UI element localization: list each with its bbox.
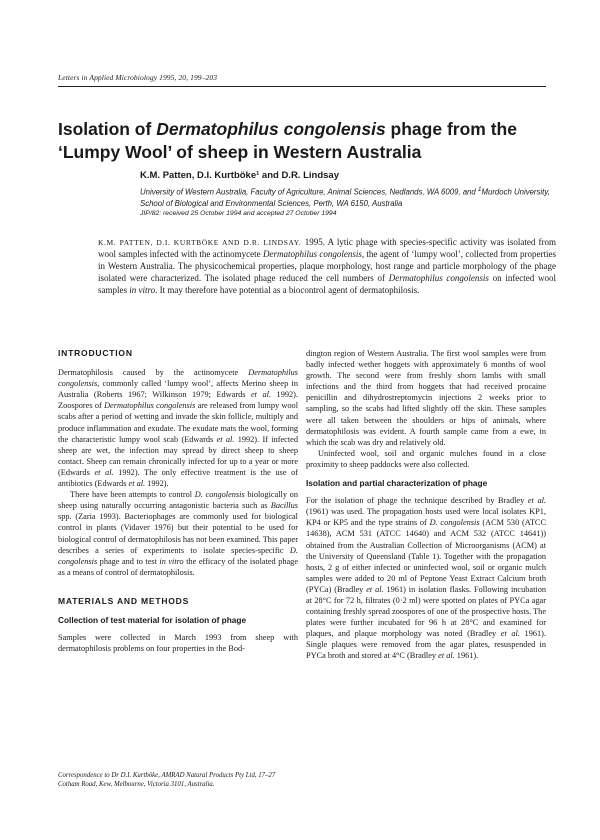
subheading-isolation: Isolation and partial characterization of phage [306,478,488,489]
abstract: K.M. PATTEN, D.I. KURTBÖKE AND D.R. LINDSAY. 1995. A lytic phage with species-specific activity was isolated from wool samples infected with the actinomycete Dermatophilus congolensis, the agent of ‘lumpy wool’, collected from properties in Western Australia. The physicochemical properties, plaque morphology, host range and particle morphology of the phage isolated were characterized. The isolated phage reduced the cell numbers of Dermatophilus congolensis on infected wool samples in vitro. It may therefore have potential as a biocontrol agent of dermatophilosis. [98,237,557,295]
right-column [306,348,546,662]
sampling-paragraph: dington region of Western Australia. The first wool samples were from badly infected wether hoggets with approximately 6 months of wool growth. The second were from freshly shorn lambs with small infections and the third from hoggets that had received procaine penicillin and dihydrostreptomycin injections 2 weeks prior to sampling, so the scabs had lifted slightly off the skin. These samples were all taken between the shoulders or hips of animals, where dermatophilosis was evident. A fourth sample came from a ewe, in which the scab was dry and relatively old. [306,349,546,447]
subheading-collection: Collection of test material for isolation of phage [58,614,247,625]
intro-paragraph-1: Dermatophilosis caused by the actinomycete Dermatophilus congolensis, commonly called ‘lumpy wool’, affects Merino sheep in Australia (Roberts 1967; Wilkinson 1979; Edwards et al. 1992). Zoospores of Dermatophilus congolensis are released from lumpy wool scabs after a period of wetting and invade the skin follicle, multiply and produce inflammation and exudate. The exudate mats the wool, forming the characteristic lumpy wool scab (Edwards et al. 1992). If infected sheep are wet, the infection may spread by direct sheep to sheep contact. Sheep can remain chronically infected for up to a year or more (Edwards et al. 1992). The only effective treatment is the use of antibiotics (Edwards et al. 1992). [58,368,299,489]
control-paragraph: Uninfected wool, soil and organic mulches found in a close proximity to sheep paddocks were also collected. [306,448,546,469]
affiliations: University of Western Australia, Faculty of Agriculture, Animal Sciences, Nedlands, WA 6009, and $^1$Murdoch University, School of Biological and Environmental Sciences, Perth, WA 6150, Australia [140,186,550,208]
methods-paragraph: Samples were collected in March 1993 from sheep with dermatophilosis problems on four properties in the Bod- [58,633,298,654]
received-dates: JIP/82: received 25 October 1994 and accepted 27 October 1994 [140,210,337,217]
isolation-paragraph: For the isolation of phage the technique described by Bradley et al. (1961) was used. The propagation hosts used were local isolates KP1, KP4 or KP5 and the type strains of D. congolensis (ACM 530 (ATCC 14638), ACM 531 (ATCC 14640) and ACM 532 (ATCC 14641)) obtained from the Australian Collection of Microorganisms (ACM) at the University of Queensland (Table 1). Together with the propagation hosts, 2 g of either infected or uninfected wool, soil or organic mulch samples were added to 20 ml of Peptone Yeast Extract Calcium broth (PYCa) (Bradley et al. 1961) in isolation flasks. Following incubation at 28°C for 72 h, filtrates (0·2 ml) were spotted on plates of PYCa agar containing freshly spread zoospores of one of the prospective hosts. The plates were further incubated for 96 h at 28°C and examined for plaques, and plaque morphology was noted (Bradley et al. 1961). Single plaques were removed from the agar plates, resuspended in PYCa broth and stored at 4°C (Bradley et al. 1961). [306,496,546,661]
correspondence-footnote: Correspondence to Dr D.I. Kurtböke, AMRAD Natural Products Pty Ltd, 17–27 Cotham Road, Kew, Melbourne, Victoria 3101, Australia. [58,772,276,788]
intro-paragraph-2: There have been attempts to control D. congolensis biologically on sheep using naturally occurring antagonistic bacteria such as Bacillus spp. (Zaria 1993). Bacteriophages are commonly used for biological control in plants (Vidaver 1976) but their potential to be used for biological control of dermatophilosis has not been examined. This paper describes a series of experiments to isolate species-specific D. congolensis phage and to test in vitro the efficacy of the isolated phage as a means of control of dermatophilosis. [58,490,299,577]
authors: K.M. Patten, D.I. Kurtböke¹ and D.R. Lindsay [140,170,339,181]
left-column [58,348,298,654]
heading-introduction: INTRODUCTION [58,348,133,358]
article-title: Isolation of Dermatophilus congolensis phage from the ‘Lumpy Wool’ of sheep in Western Australia [58,119,517,162]
journal-citation: Letters in Applied Microbiology 1995, 20, 199–203 [58,73,218,82]
heading-materials-methods: MATERIALS AND METHODS [58,595,190,606]
header-rule [58,86,546,87]
